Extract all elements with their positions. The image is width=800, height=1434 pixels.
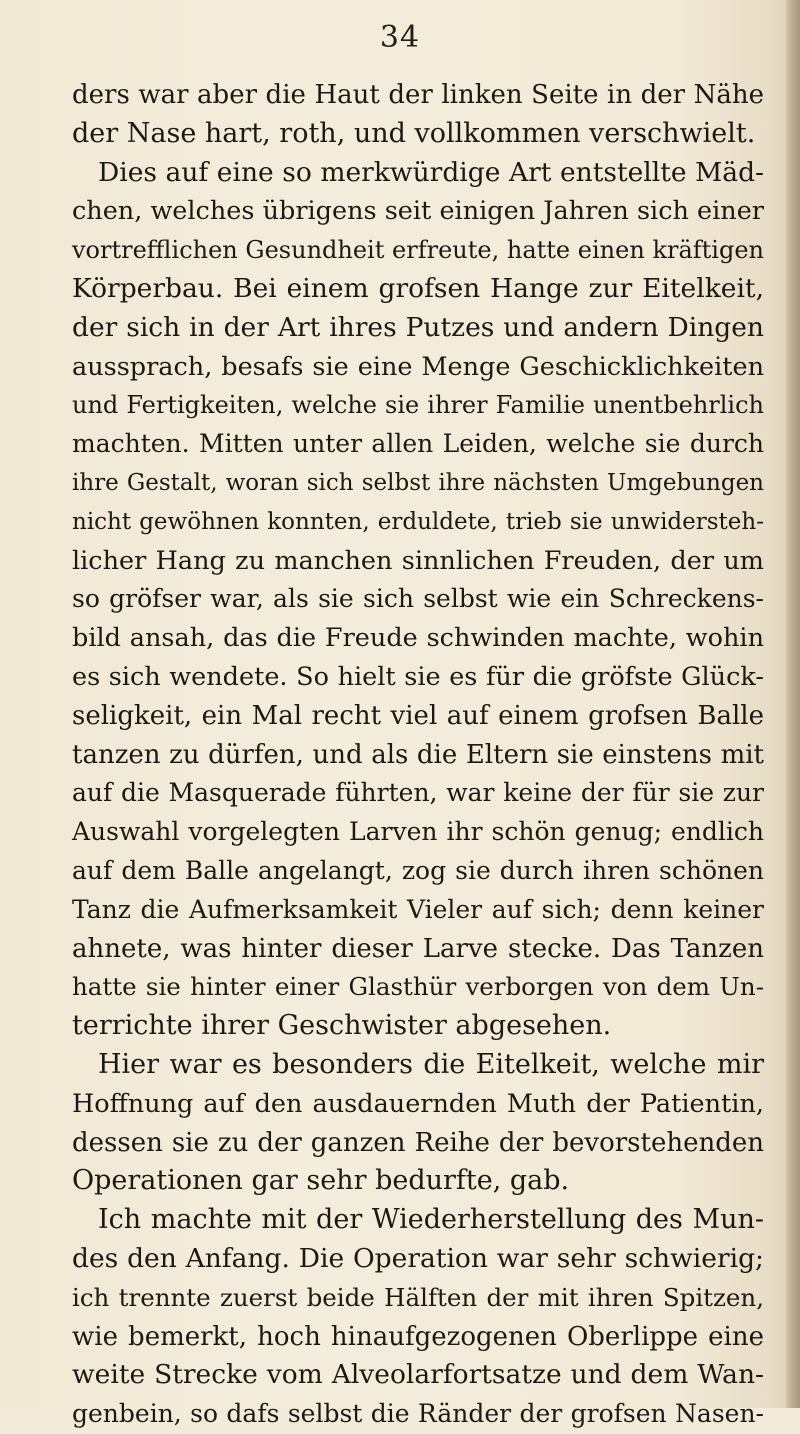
text-line: tanzen zu dürfen, und als die Eltern sie einstens mit [72,739,764,770]
text-line: Tanz die Aufmerksamkeit Vieler auf sich; denn keiner [72,894,764,924]
text-line: der Nase hart, roth, und vollkommen verschwielt. [72,117,756,149]
text-line: des den Anfang. Die Operation war sehr schwierig; [72,1242,764,1274]
text-line: so gröfser war, als sie sich selbst wie ein Schreckens- [72,584,764,614]
text-line: auf die Masquerade führten, war keine der für sie zur [72,778,764,808]
text-line: Auswahl vorgelegten Larven ihr schön genug; endlich [72,817,764,847]
text-line: terrichte ihrer Geschwister abgesehen. [72,1010,612,1042]
text-line: seligkeit, ein Mal recht viel auf einem grofsen Balle [72,700,764,731]
book-spine-edge [786,0,800,1408]
text-line: aussprach, besafs sie eine Menge Geschicklichkeiten [72,351,764,382]
text-line: der sich in der Art ihres Putzes und andern Dingen [72,311,764,343]
text-line: nicht gewöhnen konnten, erduldete, trieb sie unwidersteh- [72,508,764,535]
text-line: chen, welches übrigens seit einigen Jahren sich einer [72,196,764,227]
text-line: Operationen gar sehr bedurfte, gab. [72,1165,570,1197]
text-line: es sich wendete. So hielt sie es für die gröfste Glück- [72,661,764,692]
text-line: licher Hang zu manchen sinnlichen Freuden, der um [72,545,764,576]
text-line: hatte sie hinter einer Glasthür verborgen von dem Un- [72,972,764,1002]
page-number: 34 [379,20,421,55]
text-line: Dies auf eine so merkwürdige Art entstellte Mäd- [98,156,764,188]
text-line: Hoffnung auf den ausdauernden Muth der Patientin, [72,1088,764,1119]
text-line: vortrefflichen Gesundheit erfreute, hatte einen kräftigen [72,236,764,265]
text-line: ahnete, was hinter dieser Larve stecke. Das Tanzen [72,933,764,964]
text-line: ihre Gestalt, woran sich selbst ihre nächsten Umgebungen [72,469,764,496]
text-line: genbein, so dafs selbst die Ränder der grofsen Nasen- [72,1399,764,1429]
text-line: Körperbau. Bei einem grofsen Hange zur Eitelkeit, [72,272,764,304]
text-line: dessen sie zu der ganzen Reihe der bevorstehenden [72,1127,764,1158]
text-line: ders war aber die Haut der linken Seite in der Nähe [72,80,764,110]
text-line: wie bemerkt, hoch hinaufgezogenen Oberlippe eine [72,1321,764,1352]
text-line: weite Strecke vom Alveolarfortsatze und dem Wan- [72,1359,764,1391]
text-line: machten. Mitten unter allen Leiden, welche sie durch [72,429,764,459]
text-line: ich trennte zuerst beide Hälften der mit ihren Spitzen, [72,1282,764,1312]
text-line: bild ansah, das die Freude schwinden machte, wohin [72,623,764,654]
text-line: Ich machte mit der Wiederherstellung des Mun- [98,1204,764,1236]
body-text [72,76,764,1434]
text-line: Hier war es besonders die Eitelkeit, welche mir [98,1048,764,1080]
text-line: auf dem Balle angelangt, zog sie durch ihren schönen [72,855,764,885]
text-line: und Fertigkeiten, welche sie ihrer Familie unentbehrlich [72,391,764,420]
